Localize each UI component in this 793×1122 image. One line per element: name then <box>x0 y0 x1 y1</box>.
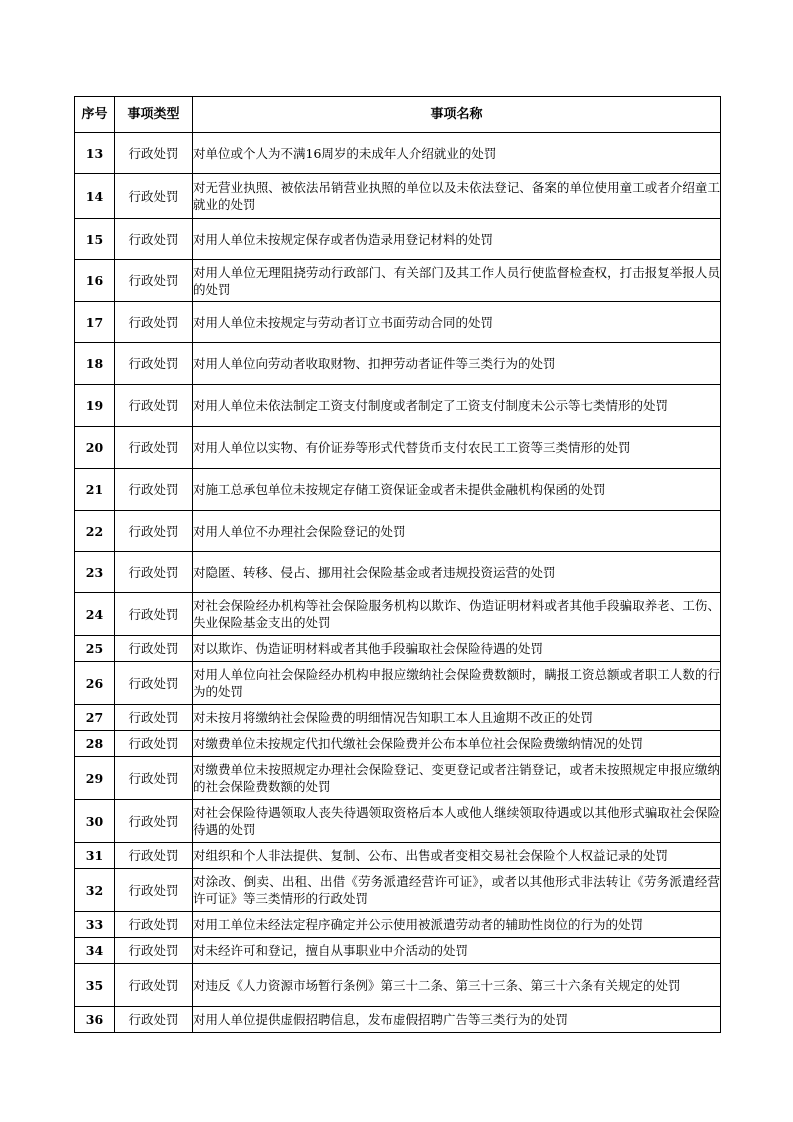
row-matter-type: 行政处罚 <box>115 260 193 302</box>
row-matter-name: 对用人单位不办理社会保险登记的处罚 <box>193 511 721 552</box>
row-serial-number: 34 <box>75 938 115 964</box>
row-serial-number: 36 <box>75 1007 115 1033</box>
table-row <box>75 469 721 511</box>
header-matter-name: 事项名称 <box>193 97 721 133</box>
table-row <box>75 843 721 869</box>
row-matter-name: 对用工单位未经法定程序确定并公示使用被派遣劳动者的辅助性岗位的行为的处罚 <box>193 912 721 938</box>
table-row <box>75 636 721 662</box>
row-matter-name: 对无营业执照、被依法吊销营业执照的单位以及未依法登记、备案的单位使用童工或者介绍童工就业的处罚 <box>193 174 721 219</box>
row-matter-name: 对用人单位无理阻挠劳动行政部门、有关部门及其工作人员行使监督检查权，打击报复举报人员的处罚 <box>193 260 721 302</box>
row-matter-type: 行政处罚 <box>115 552 193 593</box>
row-serial-number: 29 <box>75 757 115 800</box>
row-matter-name: 对缴费单位未按照规定办理社会保险登记、变更登记或者注销登记，或者未按照规定申报应缴纳的社会保险费数额的处罚 <box>193 757 721 800</box>
row-serial-number: 18 <box>75 343 115 385</box>
row-matter-name: 对缴费单位未按规定代扣代缴社会保险费并公布本单位社会保险费缴纳情况的处罚 <box>193 731 721 757</box>
row-matter-type: 行政处罚 <box>115 757 193 800</box>
row-matter-name: 对以欺诈、伪造证明材料或者其他手段骗取社会保险待遇的处罚 <box>193 636 721 662</box>
table-row <box>75 938 721 964</box>
row-serial-number: 23 <box>75 552 115 593</box>
table-row <box>75 511 721 552</box>
table-row <box>75 800 721 843</box>
row-matter-name: 对用人单位向社会保险经办机构申报应缴纳社会保险费数额时，瞒报工资总额或者职工人数的行为的处罚 <box>193 662 721 705</box>
row-matter-type: 行政处罚 <box>115 385 193 427</box>
table-row <box>75 427 721 469</box>
table-row <box>75 133 721 174</box>
table-row <box>75 869 721 912</box>
row-matter-name: 对隐匿、转移、侵占、挪用社会保险基金或者违规投资运营的处罚 <box>193 552 721 593</box>
row-matter-type: 行政处罚 <box>115 174 193 219</box>
matters-table <box>74 96 721 1033</box>
row-matter-type: 行政处罚 <box>115 731 193 757</box>
row-serial-number: 27 <box>75 705 115 731</box>
row-matter-type: 行政处罚 <box>115 912 193 938</box>
table-row <box>75 302 721 343</box>
row-matter-type: 行政处罚 <box>115 427 193 469</box>
row-matter-type: 行政处罚 <box>115 843 193 869</box>
row-matter-type: 行政处罚 <box>115 133 193 174</box>
row-matter-type: 行政处罚 <box>115 938 193 964</box>
table-row <box>75 1007 721 1033</box>
table-row <box>75 912 721 938</box>
row-serial-number: 28 <box>75 731 115 757</box>
row-matter-type: 行政处罚 <box>115 511 193 552</box>
row-serial-number: 31 <box>75 843 115 869</box>
row-serial-number: 21 <box>75 469 115 511</box>
table-row <box>75 260 721 302</box>
row-matter-type: 行政处罚 <box>115 869 193 912</box>
row-matter-name: 对用人单位以实物、有价证券等形式代替货币支付农民工工资等三类情形的处罚 <box>193 427 721 469</box>
table-header-row <box>75 97 721 133</box>
row-matter-name: 对用人单位未按规定保存或者伪造录用登记材料的处罚 <box>193 219 721 260</box>
row-matter-name: 对用人单位未依法制定工资支付制度或者制定了工资支付制度未公示等七类情形的处罚 <box>193 385 721 427</box>
row-matter-name: 对用人单位未按规定与劳动者订立书面劳动合同的处罚 <box>193 302 721 343</box>
table-row <box>75 964 721 1007</box>
table-row <box>75 219 721 260</box>
row-matter-name: 对组织和个人非法提供、复制、公布、出售或者变相交易社会保险个人权益记录的处罚 <box>193 843 721 869</box>
row-matter-type: 行政处罚 <box>115 800 193 843</box>
table-row <box>75 757 721 800</box>
table-row <box>75 705 721 731</box>
row-matter-type: 行政处罚 <box>115 593 193 636</box>
row-matter-type: 行政处罚 <box>115 219 193 260</box>
row-serial-number: 22 <box>75 511 115 552</box>
row-serial-number: 35 <box>75 964 115 1007</box>
row-serial-number: 32 <box>75 869 115 912</box>
row-matter-type: 行政处罚 <box>115 662 193 705</box>
row-matter-name: 对社会保险经办机构等社会保险服务机构以欺诈、伪造证明材料或者其他手段骗取养老、工伤、失业保险基金支出的处罚 <box>193 593 721 636</box>
row-matter-type: 行政处罚 <box>115 343 193 385</box>
row-matter-type: 行政处罚 <box>115 636 193 662</box>
row-matter-type: 行政处罚 <box>115 705 193 731</box>
row-serial-number: 15 <box>75 219 115 260</box>
row-serial-number: 24 <box>75 593 115 636</box>
row-matter-type: 行政处罚 <box>115 469 193 511</box>
row-matter-name: 对社会保险待遇领取人丧失待遇领取资格后本人或他人继续领取待遇或以其他形式骗取社会保险待遇的处罚 <box>193 800 721 843</box>
row-serial-number: 25 <box>75 636 115 662</box>
table-row <box>75 731 721 757</box>
row-matter-name: 对违反《人力资源市场暂行条例》第三十二条、第三十三条、第三十六条有关规定的处罚 <box>193 964 721 1007</box>
row-matter-name: 对用人单位提供虚假招聘信息，发布虚假招聘广告等三类行为的处罚 <box>193 1007 721 1033</box>
row-serial-number: 14 <box>75 174 115 219</box>
row-serial-number: 20 <box>75 427 115 469</box>
row-serial-number: 13 <box>75 133 115 174</box>
row-serial-number: 33 <box>75 912 115 938</box>
row-matter-name: 对涂改、倒卖、出租、出借《劳务派遣经营许可证》，或者以其他形式非法转让《劳务派遣经营许可证》等三类情形的行政处罚 <box>193 869 721 912</box>
header-matter-type: 事项类型 <box>115 97 193 133</box>
row-matter-name: 对施工总承包单位未按规定存储工资保证金或者未提供金融机构保函的处罚 <box>193 469 721 511</box>
row-matter-type: 行政处罚 <box>115 302 193 343</box>
row-matter-name: 对用人单位向劳动者收取财物、扣押劳动者证件等三类行为的处罚 <box>193 343 721 385</box>
table-row <box>75 385 721 427</box>
row-matter-name: 对未按月将缴纳社会保险费的明细情况告知职工本人且逾期不改正的处罚 <box>193 705 721 731</box>
table-row <box>75 174 721 219</box>
row-serial-number: 30 <box>75 800 115 843</box>
table-row <box>75 593 721 636</box>
table-row <box>75 343 721 385</box>
row-matter-type: 行政处罚 <box>115 964 193 1007</box>
row-matter-type: 行政处罚 <box>115 1007 193 1033</box>
row-matter-name: 对未经许可和登记，擅自从事职业中介活动的处罚 <box>193 938 721 964</box>
header-serial-number: 序号 <box>75 97 115 133</box>
row-serial-number: 16 <box>75 260 115 302</box>
row-matter-name: 对单位或个人为不满16周岁的未成年人介绍就业的处罚 <box>193 133 721 174</box>
table-row <box>75 662 721 705</box>
row-serial-number: 26 <box>75 662 115 705</box>
row-serial-number: 19 <box>75 385 115 427</box>
table-row <box>75 552 721 593</box>
row-serial-number: 17 <box>75 302 115 343</box>
